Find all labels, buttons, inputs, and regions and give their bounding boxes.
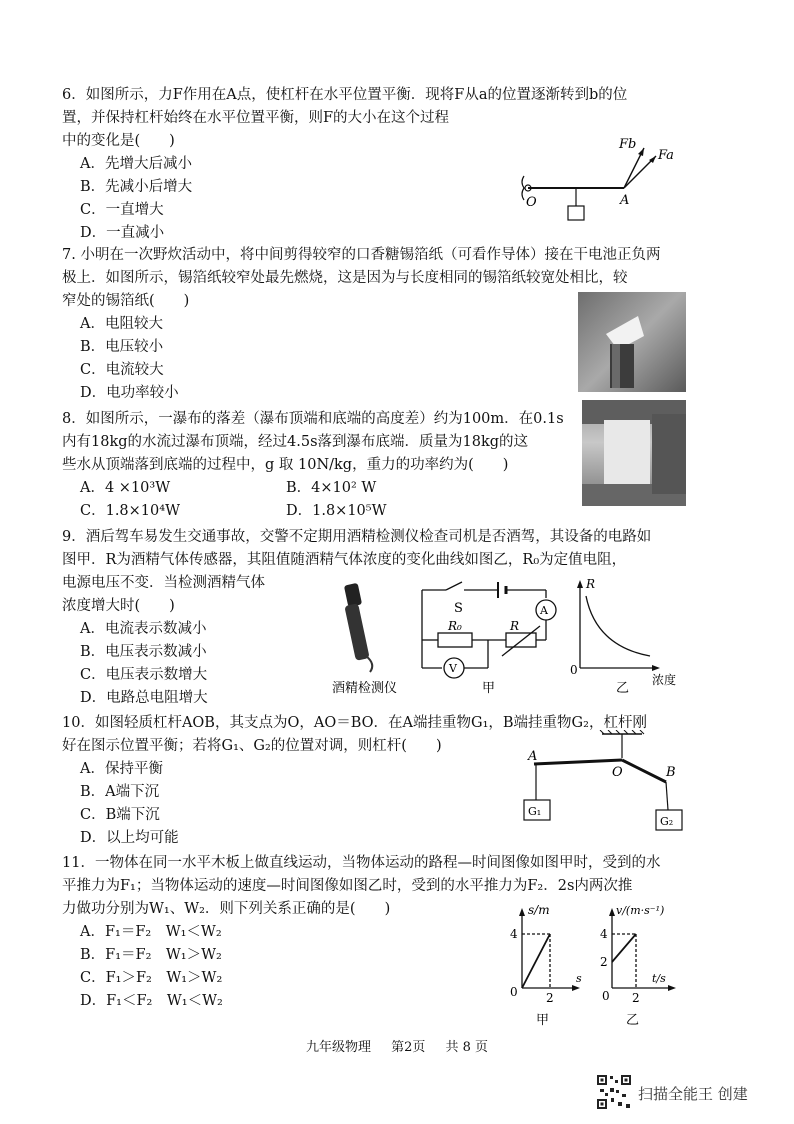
qr-code-icon [596, 1074, 632, 1110]
q10-lever-figure [516, 730, 696, 836]
q11-option-b: B．F₁＝F₂ W₁＞W₂ [80, 947, 222, 963]
q6-line1: 6．如图所示，力F作用在A点，使杠杆在水平位置平衡．现将F从a的位置逐渐转到b的位 [62, 87, 628, 103]
label-b: B [666, 765, 676, 780]
alcohol-detector-icon [344, 583, 372, 672]
q6-line2: 置，并保持杠杆始终在水平位置平衡，则F的大小在这个过程 [62, 110, 450, 126]
label-concentration: 浓度 [652, 673, 677, 687]
label-jia: 甲 [536, 1013, 550, 1028]
q10-line2: 好在图示位置平衡；若将G₁、G₂的位置对调，则杠杆( ) [62, 738, 442, 754]
q11-option-d: D．F₁＜F₂ W₁＜W₂ [80, 993, 223, 1009]
label-a: A [528, 749, 538, 764]
q11-line2: 平推力为F₁；当物体运动的速度—时间图像如图乙时，受到的水平推力为F₂．2s内两次推 [62, 878, 633, 894]
q8-line3: 些水从顶端落到底端的过程中，g 取 10N/kg，重力的功率约为( ) [62, 457, 509, 473]
label-axis-r: R [586, 577, 596, 591]
label-o: O [612, 765, 623, 780]
label-yi: 乙 [626, 1013, 640, 1028]
q6-line3: 中的变化是( ) [62, 133, 175, 149]
label-g2: G₂ [660, 815, 674, 828]
resistance-graph [577, 580, 660, 671]
q9-option-c: C．电压表示数增大 [80, 667, 208, 683]
q10-option-a: A．保持平衡 [80, 761, 163, 777]
q11-line1: 11．一物体在同一水平木板上做直线运动，当物体运动的路程—时间图像如图甲时，受到的水 [62, 855, 661, 871]
label-fa: Fa [658, 148, 674, 163]
label-t-axis: t/s [652, 972, 666, 985]
weight-block [568, 206, 584, 220]
circuit-diagram [422, 582, 556, 678]
label-four-v: 4 [600, 927, 608, 941]
q7-line1: 7. 小明在一次野炊活动中，将中间剪得较窄的口香糖锡箔纸（可看作导体）接在干电池正负两 [62, 247, 661, 263]
q9-option-a: A．电流表示数减小 [80, 621, 207, 637]
s-t-graph [519, 908, 580, 991]
label-jia: 甲 [482, 681, 496, 696]
label-zero-s: 0 [510, 985, 518, 999]
q6-option-b: B．先减小后增大 [80, 179, 193, 195]
tinfoil-battery-photo [578, 292, 686, 392]
q11-option-a: A．F₁＝F₂ W₁＜W₂ [80, 924, 222, 940]
q7-option-a: A．电阻较大 [80, 316, 163, 332]
q8-option-a: A．4 ×10³W [80, 480, 171, 496]
waterfall-photo [582, 400, 686, 506]
q6-option-c: C．一直增大 [80, 202, 164, 218]
q9-line1: 9．酒后驾车易发生交通事故，交警不定期用酒精检测仪检查司机是否酒驾，其设备的电路如 [62, 529, 652, 545]
q7-line3: 窄处的锡箔纸( ) [62, 293, 190, 309]
q8-line1: 8．如图所示，一瀑布的落差（瀑布顶端和底端的高度差）约为100m．在0.1s [62, 411, 564, 427]
q8-line2: 内有18kg的水流过瀑布顶端，经过4.5s落到瀑布底端．质量为18kg的这 [62, 434, 529, 450]
q10-option-b: B．A端下沉 [80, 784, 160, 800]
label-s: S [454, 601, 463, 616]
q11-graphs [506, 900, 686, 1030]
footer-page: 第2页 [391, 1040, 426, 1055]
q7-line2: 极上．如图所示，锡箔纸较窄处最先燃烧，这是因为与长度相同的锡箔纸较宽处相比，较 [62, 270, 628, 286]
label-two-v: 2 [600, 955, 608, 969]
label-four-s: 4 [510, 927, 518, 941]
q9-line4: 浓度增大时( ) [62, 598, 175, 614]
label-v-axis: v/(m·s⁻¹) [616, 904, 665, 917]
label-r0: R₀ [448, 619, 462, 633]
q6-option-d: D．一直减小 [80, 225, 165, 241]
label-device: 酒精检测仪 [332, 681, 398, 696]
label-s-unit: s [576, 972, 582, 985]
footer-total: 共 8 页 [445, 1040, 489, 1055]
q7-option-d: D．电功率较小 [80, 385, 179, 401]
q9-line3: 电源电压不变．当检测酒精气体 [62, 575, 265, 591]
label-two-t: 2 [632, 991, 640, 1005]
q8-option-d: D．1.8×10⁵W [286, 503, 387, 519]
q10-option-c: C．B端下沉 [80, 807, 160, 823]
label-ammeter: A [540, 604, 548, 617]
label-fb: Fb [619, 137, 637, 152]
label-o: O [526, 195, 537, 210]
q6-option-a: A．先增大后减小 [80, 156, 192, 172]
q9-option-b: B．电压表示数减小 [80, 644, 207, 660]
q10-line1: 10．如图轻质杠杆AOB，其支点为O，AO＝BO．在A端挂重物G₁，B端挂重物G₂，杠杆刚 [62, 715, 647, 731]
q9-line2: 图甲．R为酒精气体传感器，其阻值随酒精气体浓度的变化曲线如图乙，R₀为定值电阻， [62, 552, 627, 568]
page-footer [0, 1036, 794, 1055]
q8-option-c: C．1.8×10⁴W [80, 503, 180, 519]
label-zero-v: 0 [602, 989, 610, 1003]
label-s-axis: s/m [528, 903, 550, 917]
q7-option-b: B．电压较小 [80, 339, 164, 355]
label-yi: 乙 [616, 681, 630, 696]
q10-option-d: D．以上均可能 [80, 830, 179, 846]
q11-option-c: C．F₁＞F₂ W₁＞W₂ [80, 970, 223, 986]
label-two-s: 2 [546, 991, 554, 1005]
label-a: A [620, 193, 630, 208]
q9-figure [330, 576, 690, 696]
watermark-text: 扫描全能王 创建 [638, 1085, 748, 1103]
q9-option-d: D．电路总电阻增大 [80, 690, 208, 706]
v-t-graph [609, 908, 676, 991]
label-g1: G₁ [528, 805, 542, 818]
label-r: R [510, 619, 520, 633]
q7-option-c: C．电流较大 [80, 362, 164, 378]
q6-lever-figure [516, 132, 686, 232]
label-voltmeter: V [449, 662, 457, 675]
q11-line3: 力做功分别为W₁、W₂．则下列关系正确的是( ) [62, 901, 391, 917]
footer-grade: 九年级物理 [305, 1040, 371, 1055]
label-zero: 0 [570, 663, 578, 677]
q8-option-b: B．4×10² W [286, 480, 377, 496]
